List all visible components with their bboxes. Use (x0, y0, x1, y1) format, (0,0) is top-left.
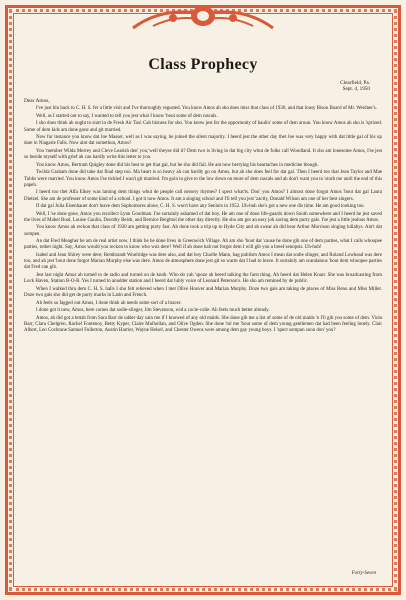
paragraph: If dat gal Julia Eisenhauer don't leave dem Sophomores alone, C. H. S. won't have any Seniors in 1952. Uh-huh she's got a new one dis time. He am good looking too. (36, 204, 365, 210)
paragraph: An dat Fred Meagher he am de real artist now. I think he he done lives in Greenwich Village. Ah am sho 'bout dat 'cause he done gib one of dem parties, what I calls whoopee parties, tother night. Say, Amos would you reckon to know who wuz dere? Well if ah done hab not forgot dem I will gib you a breef senopsis. Uh-huh! (24, 239, 382, 251)
dateline (24, 80, 370, 93)
crest-ornament (123, 0, 283, 34)
dateline-date: Sept. 4, 1950 (342, 86, 370, 93)
paragraph: Now for instance you know dat Joe Masser, well as I was saying, he joined the silent majority. I heerd jest the other day thet Joe was very happy with dat little gal of his up dare in Niagarie Falls. Now aint dat somethun, Amos? (24, 135, 382, 147)
paragraph: When I walked thru dem C. H. S. halls I sho felt relieved when I met Olive Hoover and Marian Murphy. Doze two gals am taking de places of Miss Reno and Miss Miller. Doze two gals sho did get de purty marks in Latin and French. (24, 286, 382, 299)
paragraph: I heerd too thet Alfa Eikey was larning dem things whut de people call nersery rhymes? I spect what'ts. Don' you Amos? I almost done forgot Amos 'bout dat gal Laura Dietzel. She am de professer of some kind of a school. I got it now Amos. It am a singing school and I'll tell you jest 'zactly, Donald Wilson am one of her best singers. (24, 190, 382, 202)
paragraph: I've just bin back to C. H. S. fer a little visit and I've thoroughly regusted. You know Amos ah sho does miss that class of 1930, and that lousy Bison Board of Mr. Weidner's. (36, 106, 377, 112)
paragraph: You 'member Wilda Merrey and Cleve Learish den' you,'well theyse did it? Dem two is living in dat big city whut de folks call Woodland. It sho am lonesome Amos, I'se jest so beside myself with grief ah can hardly write this letter to you. (24, 148, 382, 161)
paragraph: Ah feels so fagged out Amos, I done think ah needs some sort of a bracer. (36, 300, 182, 306)
letter-body (24, 106, 382, 334)
paragraph: Twilda Graham done did take dat final step too. Ma heart is so heavy ah can hardly go on Amos, but ah sho does feel for dat gal. Then I heerd too that Jean Taylor and Mae Tubbs were married. You know Amos I'se tickled I wan't git married. I'm goin to give to the low down on more of dem rascals and ah don't want you to 'sturb me until the end of this papeh. (24, 170, 382, 188)
paragraph: I done got it now, Amos, here comes dat sodie-slinger, Jim Stevenson, wid a cocie-colie. Ah feels much better already. (36, 308, 270, 314)
paragraph: Isabel and Jean Shirey were dere; Rembrandt Woolridge was dere also, and dat boy Charlie Mann, bag publism Amos I mean dat sodie slinger, and Roland Lowhead was dere too, and ah jest 'bout done forgot Marian Murphy else was dere. Amos de atmosphere done jest git so warm dat I had to leave. It surtainly am scandalous 'bout dem whoopee parties dat Fred can gib. (24, 252, 382, 271)
salutation: Dear Amos, (24, 97, 50, 104)
paragraph: You know Amos ah reckon that class of 1930 am getting purty fast. Ah done took a trip up to Hyde City and ah swear ah did hear Arthur Morrison singing lullabys. Ain't dat sompen. (24, 225, 382, 237)
page-number: Forty-Seven (351, 571, 376, 576)
paragraph: Jest last night Amos ah turned to de radio and turned on de knob. Who do yah 'spoze ah heerd talking the farst thing. Ah heerd dat Helen Knarr. She was broadcasting from Lock Haven, Station B-O-B. Yes I turned to anudder station and I heerd dat lubly voice of Leonard Peterson's. He sho am remined by de public. (24, 272, 382, 285)
dateline-place: Clearfield, Pa. (340, 80, 370, 86)
letter-content (24, 56, 382, 576)
paragraph: Well, as I started out to say, I wanted to tell you jest what I know 'bout some of dem rascals. (36, 113, 218, 119)
paragraph: Well, I 'se done gone, Amos you recollect Lynn Goodman. I'se surtainly ashamed of dat boy. He am one of done life-guards down South somewhere and I heerd he jest saved the lives of Mabel Boal, Louise Gaulin, Dorothy Beish, and Bernice Beightol the other day directly. He sho am got an easy job saving dem purty gals. I'se jest a little jealous Amos. (24, 211, 382, 223)
page-title: Class Prophecy (148, 56, 258, 73)
paragraph: I sho does think ah ought to start in de Fresh Air Taxi Cab bizness for sho. You know jest fer the opportunity of haulin' some of dem aroun. You know Amos ah sho is 'sprized. Some of dem kids am done gone and git married. (24, 121, 382, 133)
paragraph: Amos, ah did got a lettah from Sara Barr de udder day sain me if I knowed of any old maids. She done gib me a list of some of de old maids 'n I'll gib you some of dem. Viola Barr, Clara Chelgren, Rachel Fontenoy, Betty Kyper, Claire Mulhollan, and Olive Ogden. She done 'tol me 'bout some of dem young gentlemen dat had been feeling lonely. Clair Albert, Leo Cochrane Samuel Fullerton, Austin Harrier, Wayne Helsel, and Chester Owens were among dem gay young boys. I 'spect sompun soon don' you? (24, 315, 382, 334)
paragraph: You know Amos, Bertram Quigley done did his best to get that gal, but he sho did fail. He am now berrying his heartaches in medicine though. (36, 162, 319, 168)
